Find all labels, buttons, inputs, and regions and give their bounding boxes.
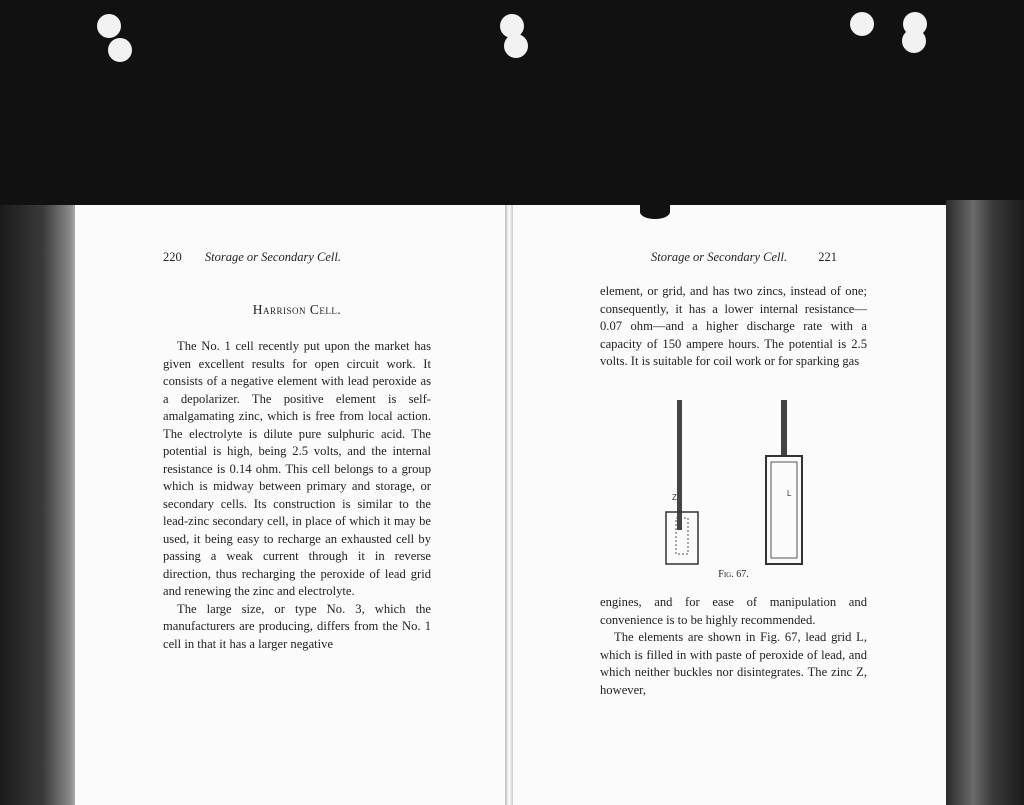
punch-hole	[97, 14, 121, 38]
right-running-title: Storage or Secondary Cell.	[651, 250, 788, 264]
label-z: Z	[672, 493, 677, 502]
right-top-text	[600, 283, 867, 371]
right-bottom-paragraph-1: engines, and for ease of manipulation and convenience is to be highly recommended.	[600, 595, 867, 627]
lead-rod	[781, 400, 787, 456]
book-gutter	[505, 205, 513, 805]
left-body-text	[163, 338, 431, 653]
figure-67-illustration	[600, 392, 867, 572]
section-title: Harrison Cell.	[252, 302, 342, 317]
punch-hole	[850, 12, 874, 36]
punch-hole	[108, 38, 132, 62]
right-bottom-paragraph-2: The elements are shown in Fig. 67, lead grid L, which is filled in with paste of peroxide of lead, and which neither buckles nor disintegrates. The zinc Z, however,	[600, 630, 867, 697]
figure-caption: Fig. 67.	[718, 569, 749, 580]
left-paragraph-1: The No. 1 cell recently put upon the market has given excellent results for open circuit work. It consists of a negative element with lead peroxide as a depolarizer. The positive element is self-amalgamating zinc, which is free from local action. The electrolyte is dilute pure sulphuric acid. The potential is high, being 2.5 volts, and the internal resistance is 0.14 ohm. This cell belongs to a group which is midway between primary and storage, or secondary cells. Its construction is similar to the lead-zinc secondary cell, in place of which it may be used, it being easy to recharge an exhausted cell by passing a weak current through it in reverse direction, thus recharging the peroxide of lead grid and renewing the zinc and electrolyte.	[163, 339, 431, 598]
right-page-number: 221	[818, 250, 837, 264]
punch-hole	[504, 34, 528, 58]
page-notch	[640, 205, 670, 219]
lead-grid-inner	[771, 462, 797, 558]
left-running-head	[163, 250, 341, 265]
scan-edge-left	[0, 205, 78, 805]
left-paragraph-2: The large size, or type No. 3, which the manufacturers are producing, differs from the No. 1 cell in that it has a larger negative	[163, 601, 431, 651]
left-running-title: Storage or Secondary Cell.	[204, 250, 341, 264]
right-running-head	[651, 250, 837, 265]
scan-edge-right	[946, 200, 1024, 805]
label-l: L	[787, 489, 792, 498]
left-page-number: 220	[163, 250, 182, 264]
zinc-rod	[677, 400, 682, 530]
right-top-paragraph: element, or grid, and has two zincs, instead of one; consequently, it has a lower internal resistance—0.07 ohm—and a higher discharge rate with a capacity of 150 ampere hours. The potential is 2.5 volts. It is suitable for coil work or for sparking gas	[600, 284, 867, 368]
punch-hole	[902, 29, 926, 53]
right-bottom-text	[600, 594, 867, 699]
